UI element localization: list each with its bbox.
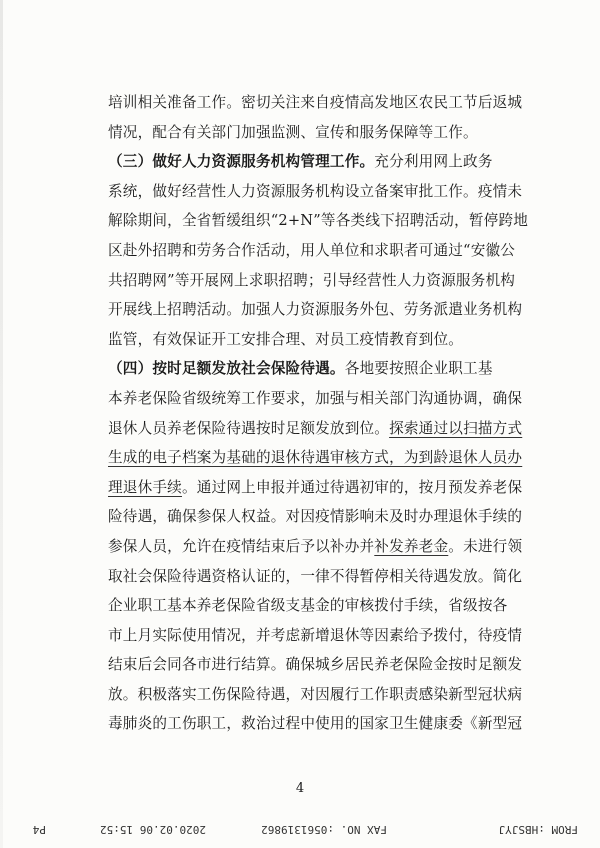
text-line — [108, 591, 556, 621]
text-line — [108, 118, 556, 148]
text-segment: 解除期间，全省暂缓组织“2+N”等各类线下招聘活动，暂停跨地 — [108, 212, 529, 230]
text-segment: 监管，有效保证开工安排合理、对员工疫情教育到位。 — [108, 330, 464, 348]
handwritten-underline-text: 探索通过以扫描方式 — [389, 419, 523, 437]
text-segment: 区赴外招聘和劳务合作活动，用人单位和求职者可通过“安徽公 — [108, 241, 516, 259]
page-number: 4 — [295, 781, 305, 796]
fax-header-strip — [0, 818, 600, 840]
scan-edge — [0, 0, 3, 848]
section-heading: （三）做好人力资源服务机构管理工作。 — [108, 153, 375, 171]
text-segment: 企业职工基本养老保险省级支基金的审核拨付手续，省级按各 — [108, 597, 508, 615]
text-line — [108, 473, 556, 503]
text-line — [108, 621, 556, 651]
document-body — [108, 88, 556, 739]
text-line — [108, 502, 556, 532]
text-segment: 市上月实际使用情况，并考虑新增退休等因素给予拨付，待疫情 — [108, 626, 523, 644]
text-line — [108, 680, 556, 710]
text-segment: 开展线上招聘活动。加强人力资源服务外包、劳务派遣业务机构 — [108, 301, 523, 319]
text-line — [108, 354, 556, 384]
fax-number: FAX NO. :0561319862 — [261, 823, 387, 836]
text-segment: 退休人员养老保险待遇按时足额发放到位。 — [108, 419, 390, 437]
text-line — [108, 650, 556, 680]
text-line — [108, 709, 556, 739]
fax-from: FROM :HBSJYJ — [498, 823, 578, 836]
handwritten-underline-text: 补发养老金 — [374, 537, 449, 555]
text-segment: 放。积极落实工伤保险待遇，对因履行工作职责感染新型冠状病 — [108, 685, 523, 703]
text-line — [108, 206, 556, 236]
text-segment: 。通过网上申报并通过待遇初审的，按月预发养老保 — [181, 478, 523, 496]
text-segment: 本养老保险省级统筹工作要求，加强与相关部门沟通协调，确保 — [108, 389, 523, 407]
fax-datetime: 2020.02.06 15:52 — [100, 823, 206, 836]
text-segment: 。未进行领 — [448, 537, 523, 555]
text-segment: 取社会保险待遇资格认证的，一律不得暂停相关待遇发放。简化 — [108, 567, 523, 585]
section-heading: （四）按时足额发放社会保险待遇。 — [108, 360, 345, 378]
text-line — [108, 236, 556, 266]
fax-page: P4 — [32, 823, 46, 836]
text-line — [108, 384, 556, 414]
text-line — [108, 325, 556, 355]
text-line — [108, 88, 556, 118]
text-line — [108, 295, 556, 325]
text-segment: 情况，配合有关部门加强监测、宣传和服务保障等工作。 — [108, 123, 478, 141]
text-segment: 参保人员，允许在疫情结束后予以补办并 — [108, 537, 375, 555]
text-segment: 充分利用网上政务 — [374, 153, 493, 171]
text-segment: 险待遇，确保参保人权益。对因疫情影响未及时办理退休手续的 — [108, 508, 523, 526]
text-line — [108, 532, 556, 562]
text-line — [108, 177, 556, 207]
handwritten-underline-text: 生成的电子档案为基础的退休待遇审核方式，为到龄退休人员办 — [108, 449, 523, 467]
text-segment: 系统，做好经营性人力资源服务机构设立备案审批工作。疫情未 — [108, 182, 523, 200]
text-segment: 培训相关准备工作。密切关注来自疫情高发地区农民工节后返城 — [108, 94, 523, 111]
text-segment: 共招聘网”等开展网上求职招聘；引导经营性人力资源服务机构 — [108, 271, 516, 289]
text-segment: 各地要按照企业职工基 — [344, 360, 493, 378]
text-line — [108, 414, 556, 444]
text-line — [108, 443, 556, 473]
text-line — [108, 562, 556, 592]
handwritten-underline-text: 理退休手续 — [108, 478, 182, 496]
text-line — [108, 266, 556, 296]
text-segment: 毒肺炎的工伤职工，救治过程中使用的国家卫生健康委《新型冠 — [108, 715, 523, 733]
text-segment: 结束后会同各市进行结算。确保城乡居民养老保险金按时足额发 — [108, 656, 523, 674]
text-line — [108, 147, 556, 177]
